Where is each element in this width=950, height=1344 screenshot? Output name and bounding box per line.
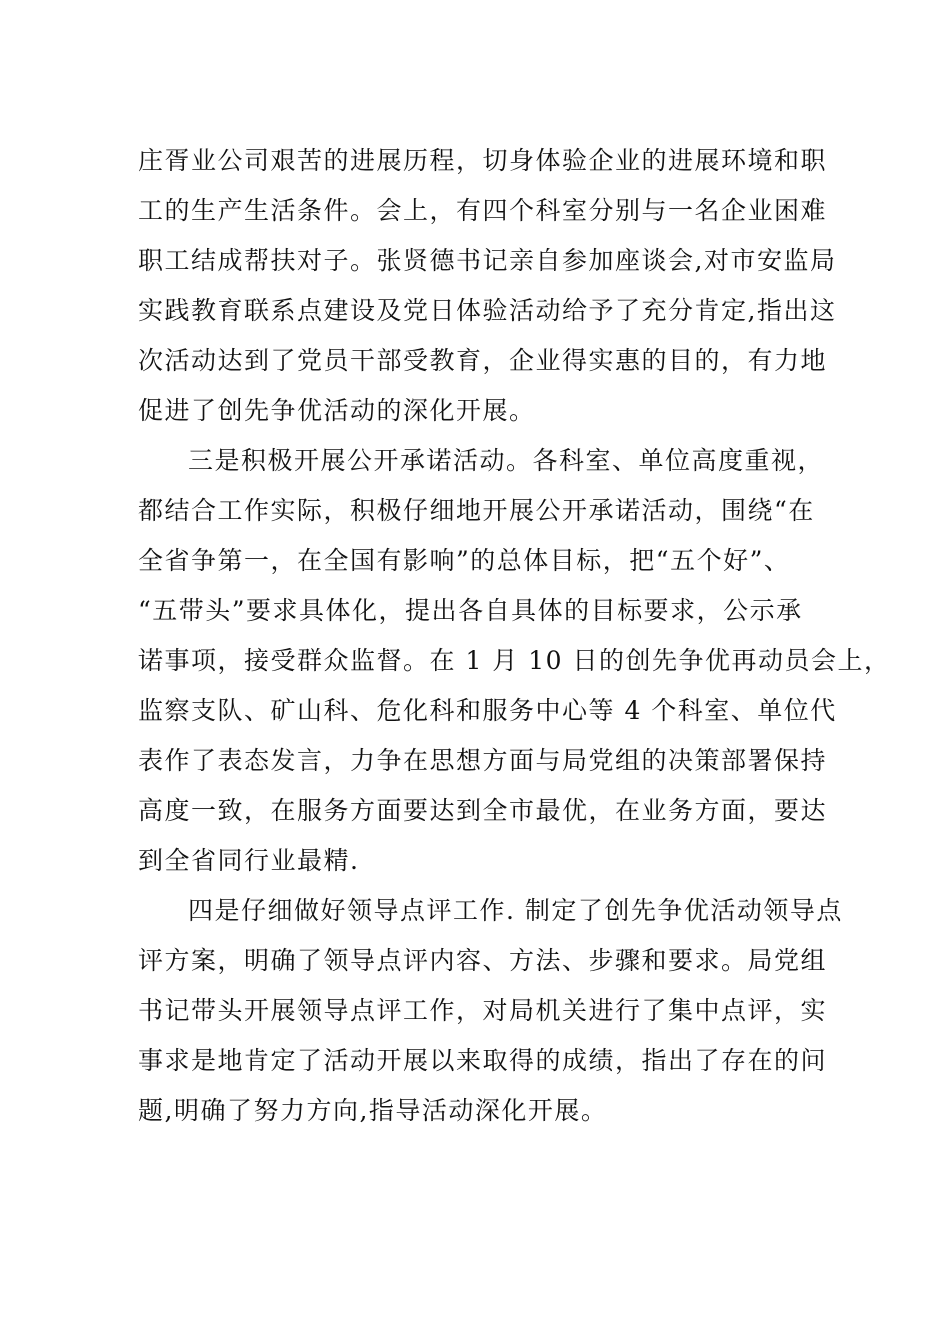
paragraph-3-line-4: 事求是地肯定了活动开展以来取得的成绩，指出了存在的问 — [138, 1046, 828, 1075]
paragraph-3-line-5: 题,明确了努力方向,指导活动深化开展。 — [138, 1096, 608, 1125]
paragraph-1-line-2: 工的生产生活条件。会上，有四个科室分别与一名企业困难 — [138, 196, 828, 225]
paragraph-3-line-1: 四是仔细做好领导点评工作. 制定了创先争优活动领导点 — [188, 896, 843, 925]
paragraph-2-line-7: 表作了表态发言，力争在思想方面与局党组的决策部署保持 — [138, 746, 828, 775]
paragraph-1-line-1: 庄胥业公司艰苦的进展历程，切身体验企业的进展环境和职 — [138, 146, 828, 175]
paragraph-2-line-2: 都结合工作实际，积极仔细地开展公开承诺活动，围绕“在 — [138, 496, 815, 525]
paragraph-2-line-4: “五带头”要求具体化，提出各自具体的目标要求，公示承 — [138, 596, 803, 625]
paragraph-1-line-6: 促进了创先争优活动的深化开展。 — [138, 396, 536, 425]
paragraph-1-line-3: 职工结成帮扶对子。张贤德书记亲自参加座谈会,对市安监局 — [138, 246, 837, 275]
paragraph-3-line-3: 书记带头开展领导点评工作，对局机关进行了集中点评，实 — [138, 996, 828, 1025]
paragraph-3-line-2: 评方案，明确了领导点评内容、方法、步骤和要求。局党组 — [138, 946, 828, 975]
paragraph-2-line-6: 监察支队、矿山科、危化科和服务中心等 4 个科室、单位代 — [138, 696, 837, 725]
paragraph-2-line-5: 诺事项，接受群众监督。在 1 月 10 日的创先争优再动员会上， — [138, 646, 891, 675]
paragraph-2-line-8: 高度一致，在服务方面要达到全市最优，在业务方面，要达 — [138, 796, 828, 825]
paragraph-2-line-9: 到全省同行业最精. — [138, 846, 360, 875]
paragraph-1-line-4: 实践教育联系点建设及党日体验活动给予了充分肯定,指出这 — [138, 296, 837, 325]
paragraph-2-line-3: 全省争第一，在全国有影响”的总体目标，把“五个好”、 — [138, 546, 791, 575]
paragraph-2-line-1: 三是积极开展公开承诺活动。各科室、单位高度重视， — [188, 446, 825, 475]
paragraph-1-line-5: 次活动达到了党员干部受教育，企业得实惠的目的，有力地 — [138, 346, 828, 375]
